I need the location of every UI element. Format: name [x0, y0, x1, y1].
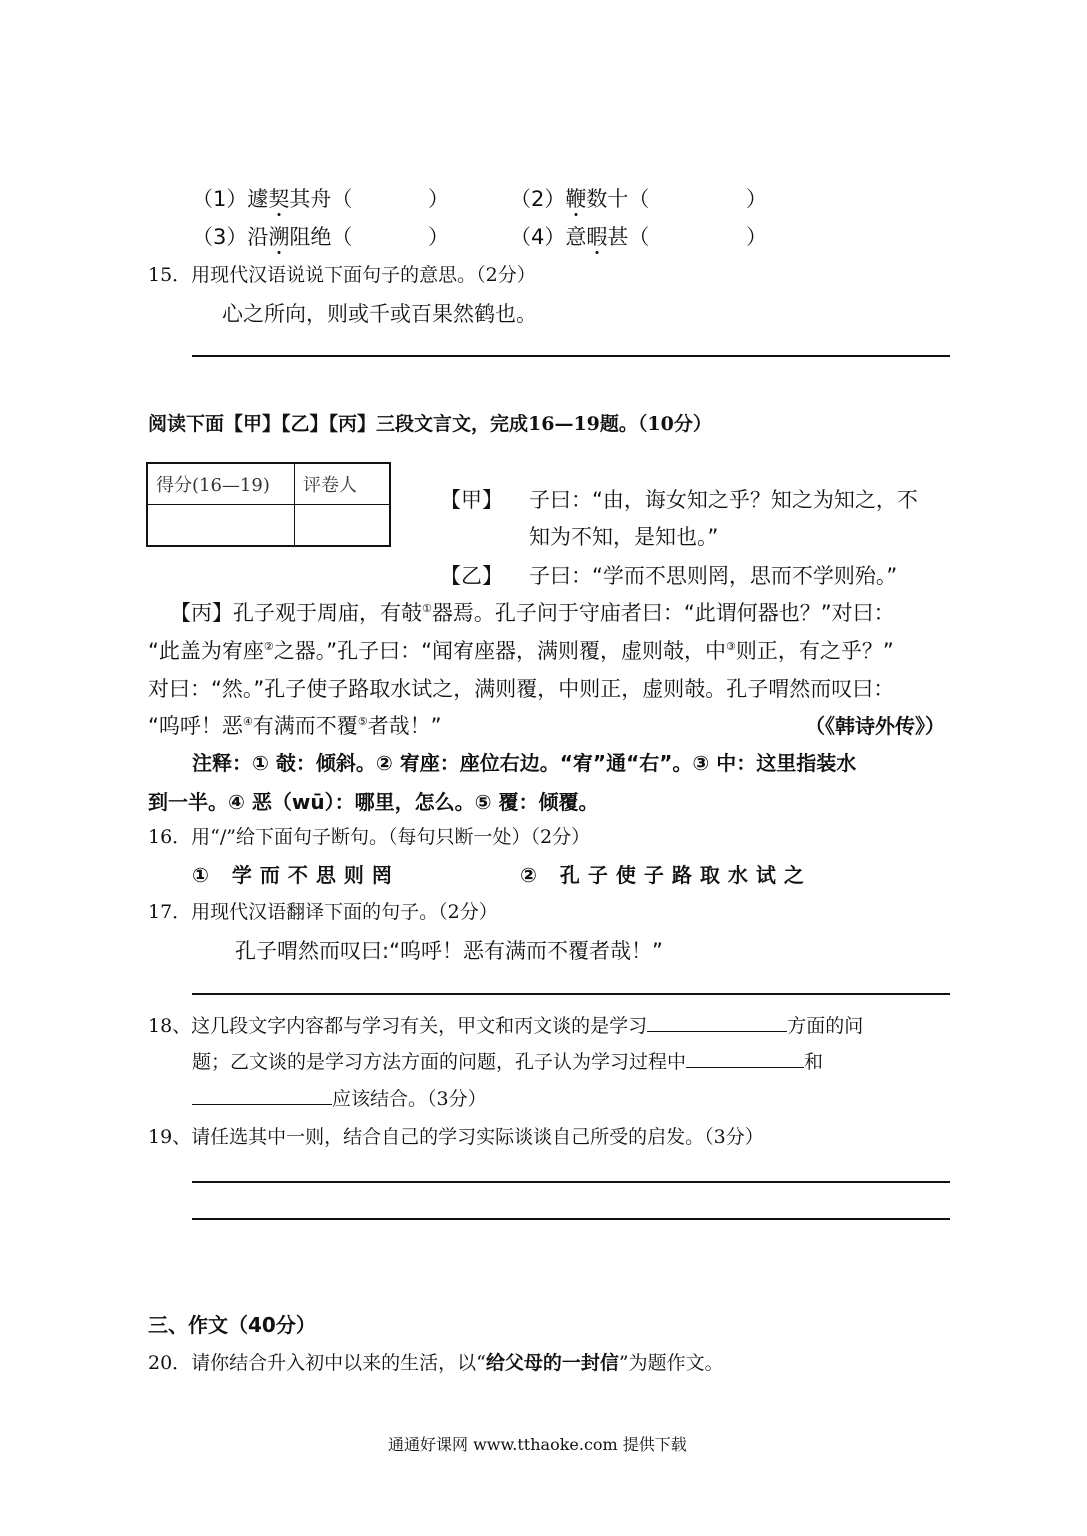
yi-label: 【乙】: [440, 564, 503, 588]
grader-cell[interactable]: [295, 505, 391, 547]
q14-item-2-close: ）: [746, 187, 767, 211]
q14-item-4-close: ）: [746, 225, 767, 249]
q20-prompt: 20．请你结合升入初中以来的生活，以“给父母的一封信”为题作文。: [148, 1352, 724, 1374]
yi-text: 子曰：“学而不思则罔，思而不学则殆。”: [529, 564, 898, 588]
q18-blank-3[interactable]: [192, 1086, 332, 1105]
q17-sentence: 孔子喟然而叹曰:“呜呼！恶有满而不覆者哉！”: [235, 939, 663, 963]
bing-line-2: “此盖为宥座②之器。”孔子曰：“闻宥座器，满则覆，虚则攲，中③则正，有之乎？”: [148, 639, 894, 663]
q17-answer-line[interactable]: [192, 993, 950, 995]
reading-intro: 阅读下面【甲】【乙】【丙】三段文言文，完成16—19题。（10分）: [148, 413, 712, 435]
bing-line-4: “呜呼！恶④有满而不覆⑤者哉！”: [148, 714, 442, 738]
q16-prompt: 16．用“/”给下面句子断句。（每句只断一处）（2分）: [148, 826, 591, 848]
score-cell[interactable]: [147, 505, 295, 547]
q18-line-1: 18、这几段文字内容都与学习有关，甲文和丙文谈的是学习 方面的问: [148, 1015, 864, 1037]
q14-item-3-close: ）: [428, 225, 449, 249]
q14-item-3: （3）沿溯阻绝（: [192, 225, 353, 249]
grader-header: 评卷人: [295, 463, 391, 505]
q14-item-1: （1）遽契其舟（: [192, 187, 353, 211]
jia-line-2: 知为不知，是知也。”: [529, 525, 719, 549]
q14-item-1-close: ）: [428, 187, 449, 211]
q16-sentence-2: ② 孔子使子路取水试之: [520, 863, 812, 887]
q14-item-4: （4）意暇甚（: [510, 225, 650, 249]
bing-source: （《韩诗外传》）: [805, 714, 945, 738]
q19-answer-line-1[interactable]: [192, 1181, 950, 1183]
notes-line-1: 注释：① 攲：倾斜。② 宥座：座位右边。“宥”通“右”。③ 中：这里指装水: [192, 751, 857, 775]
q17-prompt: 17．用现代汉语翻译下面的句子。（2分）: [148, 901, 498, 923]
notes-line-2: 到一半。④ 恶（wū）：哪里，怎么。⑤ 覆：倾覆。: [148, 790, 599, 814]
page-footer: 通通好课网 www.tthaoke.com 提供下载: [388, 1435, 687, 1454]
q18-line-2: 题；乙文谈的是学习方法方面的问题，孔子认为学习过程中 和: [192, 1051, 824, 1073]
bing-line-1: 【丙】孔子观于周庙，有攲①器焉。孔子问于守庙者曰：“此谓何器也？”对曰：: [170, 601, 895, 625]
q19-answer-line-2[interactable]: [192, 1218, 950, 1220]
score-table: [146, 462, 391, 547]
section3-title: 三、作文（40分）: [148, 1313, 316, 1337]
q15-sentence: 心之所向，则或千或百果然鹤也。: [222, 302, 537, 326]
q18-blank-1[interactable]: [647, 1013, 787, 1032]
q16-sentence-1: ① 学而不思则罔: [192, 863, 400, 887]
q18-line-3: 应该结合。（3分）: [192, 1084, 487, 1111]
q18-blank-2[interactable]: [686, 1049, 804, 1068]
q15-answer-line[interactable]: [192, 355, 950, 357]
jia-label: 【甲】: [440, 488, 503, 512]
q19-prompt: 19、请任选其中一则，结合自己的学习实际谈谈自己所受的启发。（3分）: [148, 1126, 764, 1148]
bing-line-3: 对曰：“然。”孔子使子路取水试之，满则覆，中则正，虚则攲。孔子喟然而叹曰：: [148, 677, 895, 701]
score-header: 得分(16—19): [147, 463, 295, 505]
q14-item-2: （2）鞭数十（: [510, 187, 650, 211]
q15-prompt: 15．用现代汉语说说下面句子的意思。（2分）: [148, 264, 536, 286]
jia-line-1: 子曰：“由，诲女知之乎？知之为知之，不: [529, 488, 918, 512]
